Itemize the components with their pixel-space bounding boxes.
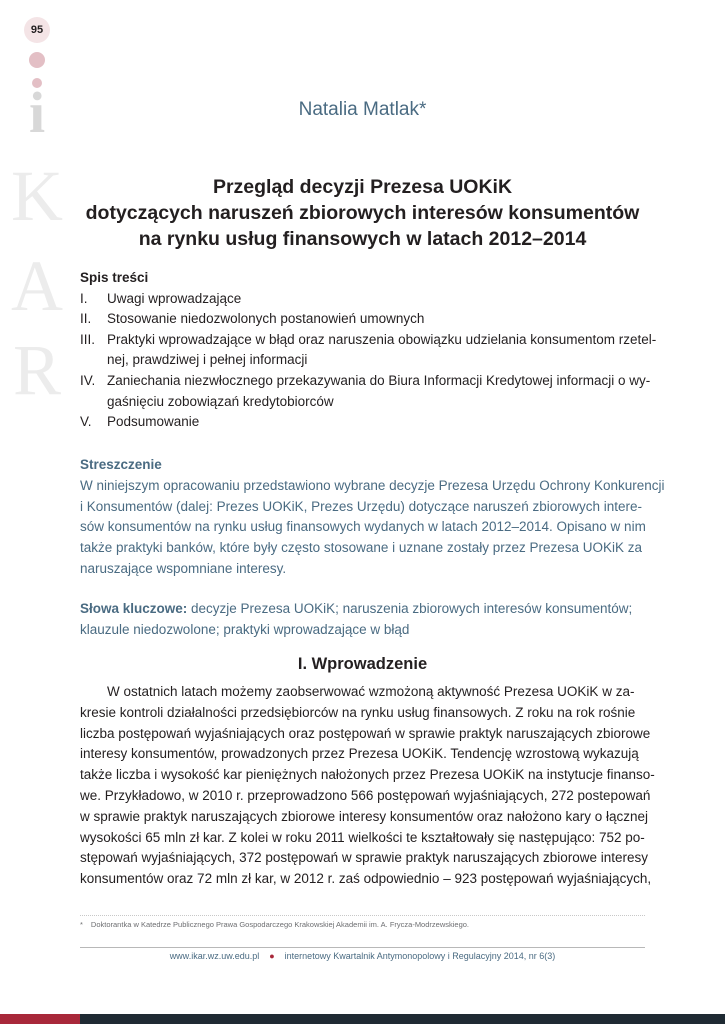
body-line: w sprawie praktyk naruszających zbiorowe interesy konsumentów oraz nałożono kary o łącznej (80, 808, 649, 824)
section-heading: I. Wprowadzenie (297, 655, 428, 673)
toc-item (80, 309, 650, 330)
toc-item-text: Zaniechania niezwłocznego przekazywania do Biura Informacji Kredytowej informacji o wy- (107, 372, 651, 388)
logo-letter-i: i (28, 80, 46, 145)
body-line: wysokości 65 mln zł kar. Z kolei w roku 2011 wielkości te kształtowały się następująco: 752 po- (80, 829, 645, 845)
abstract-line: W niniejszym opracowaniu przedstawiono wybrane decyzje Prezesa Urzędu Ochrony Konkurencji (80, 477, 665, 493)
footer-divider (80, 947, 645, 948)
logo-letter-r: R (12, 330, 62, 410)
logo-dot-large (29, 52, 45, 68)
author-name: Natalia Matlak* (298, 99, 427, 120)
abstract (80, 455, 665, 580)
table-of-contents (80, 268, 657, 433)
toc-item-number: V. (80, 414, 92, 430)
toc-heading: Spis treści (80, 270, 149, 285)
body-paragraph (80, 682, 655, 890)
logo-letter-k: K (11, 156, 63, 236)
article-title (80, 174, 645, 252)
footnote-text: Doktorantka w Katedrze Publicznego Prawa Gospodarczego Krakowskiej Akademii im. A. Frycza-Modrzewskiego. (90, 920, 470, 929)
page-number: 95 (24, 17, 50, 43)
footnote (80, 920, 469, 929)
abstract-line: także praktyki banków, które były często stosowane i uznane zostały przez Prezesa UOKiK za (80, 540, 643, 556)
toc-item-text: nej, prawdziwej i pełnej informacji (107, 352, 308, 368)
page-footer (80, 951, 645, 961)
toc-item (80, 289, 650, 310)
body-line: także liczba i wysokość kar pieniężnych nałożonych przez Prezesa UOKiK na instytucje finanso- (80, 767, 655, 783)
body-line: interesy konsumentów, prowadzonych przez Prezesa UOKiK. Tendencję wzrostową wykazują (80, 746, 639, 762)
abstract-body (80, 476, 665, 580)
toc-item-text: Uwagi wprowadzające (107, 290, 242, 306)
title-line: Przegląd decyzji Prezesa UOKiK (212, 176, 513, 198)
keywords-text: decyzje Prezesa UOKiK; naruszenia zbiorowych interesów konsumentów; (187, 601, 633, 616)
logo-letter-a: A (11, 246, 63, 326)
bottom-dark-bar (80, 1014, 725, 1024)
footnote-divider (80, 915, 645, 916)
keywords (80, 599, 650, 641)
abstract-line: i Konsumentów (dalej: Prezes UOKiK, Prezes Urzędu) dotyczące naruszeń zbiorowych intere- (80, 498, 642, 514)
footnote-mark: * (80, 920, 83, 929)
toc-item-text: Praktyki wprowadzające w błąd oraz naruszenia obowiązku udzielania konsumentom rzetel- (107, 331, 657, 347)
toc-item (80, 412, 650, 433)
bottom-accent-bar (0, 1014, 80, 1024)
toc-item (80, 330, 657, 371)
abstract-line: sów konsumentów na rynku usług finansowych wydanych w latach 2012–2014. Opisano w nim (80, 519, 646, 535)
toc-item-number: I. (80, 290, 88, 306)
toc-item-text: gaśnięciu zobowiązań kredytobiorców (107, 393, 334, 409)
body-line: W ostatnich latach możemy zaobserwować wzmożoną aktywność Prezesa UOKiK w za- (107, 684, 635, 699)
footer-url-link[interactable]: www.ikar.wz.uw.edu.pl (169, 951, 260, 961)
keywords-label: Słowa kluczowe: (80, 601, 188, 616)
toc-item-number: IV. (80, 372, 96, 388)
abstract-heading: Streszczenie (80, 457, 162, 472)
toc-item-number: II. (80, 311, 92, 327)
abstract-line: naruszające wspomniane interesy. (80, 560, 287, 576)
footer-journal: internetowy Kwartalnik Antymonopolowy i Regulacyjny 2014, nr 6(3) (284, 951, 556, 961)
bullet-icon: ● (269, 951, 275, 961)
toc-item-text: Stosowanie niedozwolonych postanowień umownych (107, 311, 425, 327)
keywords-text: klauzule niedozwolone; praktyki wprowadzające w błąd (80, 621, 410, 637)
title-line: dotyczących naruszeń zbiorowych interesów konsumentów (85, 202, 640, 224)
title-line: na rynku usług finansowych w latach 2012–2014 (138, 228, 587, 250)
body-line: we. Przykładowo, w 2010 r. przeprowadzono 566 postępowań wyjaśniających, 272 postepowań (80, 787, 651, 803)
toc-item (80, 371, 650, 412)
body-line: stępowań wyjaśniających, 372 postępowań w sprawie praktyk naruszających zbiorowe interesy (80, 850, 649, 866)
toc-item-text: Podsumowanie (107, 414, 200, 430)
body-line: kresie kontroli działalności przedsiębiorców na rynku usług finansowych. Z roku na rok rośnie (80, 704, 636, 720)
toc-item-number: III. (80, 331, 96, 347)
body-line: konsumentów oraz 72 mln zł kar, w 2012 r. zaś odpowiednio – 923 postępowań wyjaśniających, (80, 871, 652, 887)
body-line: liczba postępowań wyjaśniających oraz postępowań w sprawie praktyk naruszających zbiorowe (80, 725, 651, 741)
